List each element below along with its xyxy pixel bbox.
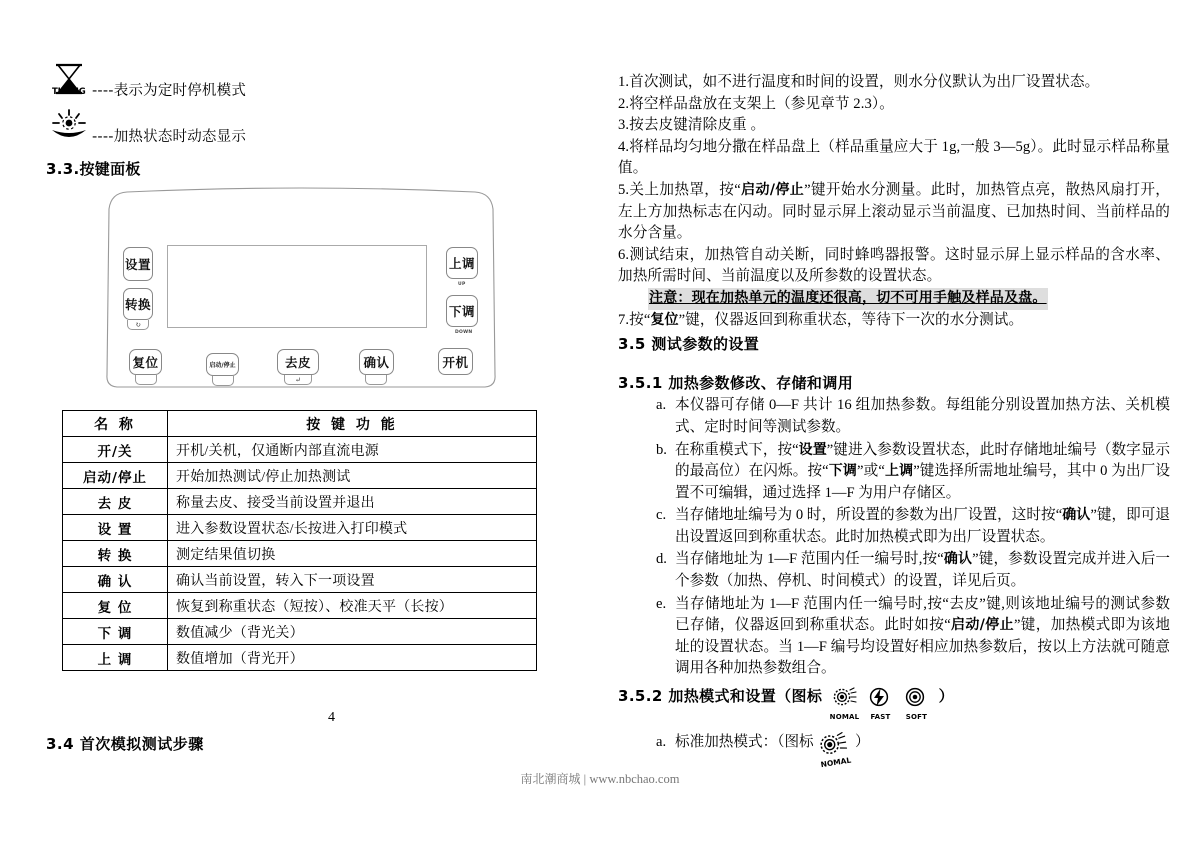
panel-button-settings[interactable]: 设置 <box>123 247 153 281</box>
legend-row-timing <box>46 62 566 102</box>
panel-display-screen <box>167 245 427 328</box>
table-cell-key: 复 位 <box>63 593 168 619</box>
panel-button-tare[interactable]: 去皮 <box>277 349 319 375</box>
panel-button-reset[interactable]: 复位 <box>129 349 162 375</box>
list-marker: d. <box>656 551 667 568</box>
list-marker: a. <box>656 734 667 751</box>
warning-note: 注意：现在加热单元的温度还很高，切不可用手触及样品及盘。 <box>648 288 1048 310</box>
step-7: 7.按“复位”键，仪器返回到称重状态，等待下一次的水分测试。 <box>618 311 1024 328</box>
table-row <box>63 489 537 515</box>
spacer <box>618 356 1170 370</box>
hourglass-icon-label: TIMING <box>52 87 86 97</box>
step-4: 4.将样品均匀地分撒在样品盘上（样品重量应大于 1g,一般 3—5g）。此时显示样品称量值。 <box>618 138 1170 177</box>
warning-line <box>618 288 1170 310</box>
table-cell-value: 称量去皮、接受当前设置并退出 <box>168 489 537 515</box>
table-cell-value: 数值减少（背光关） <box>168 619 537 645</box>
table-cell-value: 恢复到称重状态（短按）、校准天平（长按） <box>168 593 537 619</box>
table-row <box>63 515 537 541</box>
table-cell-key: 开/关 <box>63 437 168 463</box>
panel-button-start-stop-tab <box>212 376 234 386</box>
table-header-function: 按 键 功 能 <box>168 411 537 437</box>
table-row <box>63 645 537 671</box>
table-cell-key: 设 置 <box>63 515 168 541</box>
table-cell-value: 进入参数设置状态/长按进入打印模式 <box>168 515 537 541</box>
list-item <box>618 732 1170 770</box>
table-cell-key: 确 认 <box>63 567 168 593</box>
panel-button-down[interactable]: 下调 <box>446 295 478 327</box>
step-1: 1.首次测试，如不进行温度和时间的设置，则水分仪默认为出厂设置状态。 <box>618 74 1100 90</box>
section-3-3-heading: 3.3.按键面板 <box>46 160 141 178</box>
table-cell-value: 测定结果值切换 <box>168 541 537 567</box>
panel-button-power[interactable]: 开机 <box>438 348 473 375</box>
key-function-table <box>62 410 537 671</box>
list-marker: a. <box>656 397 667 414</box>
footer-separator: | <box>583 772 587 786</box>
table-row <box>63 541 537 567</box>
section-3-5-2-heading-close: ） <box>938 687 954 706</box>
list-item <box>618 549 1170 592</box>
legend-row-heating <box>46 108 566 148</box>
list-marker: c. <box>656 507 667 524</box>
list-item <box>618 440 1170 505</box>
table-cell-value: 开始加热测试/停止加热测试 <box>168 463 537 489</box>
table-cell-key: 下 调 <box>63 619 168 645</box>
table-row <box>63 593 537 619</box>
heating-mode-icon-group <box>829 687 930 722</box>
table-row <box>63 437 537 463</box>
footer-brand: 南北潮商城 <box>520 772 581 786</box>
step-6: 6.测试结束，加热管自动关断，同时蜂鸣器报警。这时显示屏上显示样品的含水率、加热所需时间、当前温度以及所参数的设置状态。 <box>618 246 1170 285</box>
panel-button-confirm-tab <box>365 375 387 385</box>
table-cell-key: 去 皮 <box>63 489 168 515</box>
soft-heating-icon <box>903 687 930 722</box>
table-row <box>63 567 537 593</box>
list-item <box>618 594 1170 680</box>
step-2: 2.将空样品盘放在支架上（参见章节 2.3）。 <box>618 95 894 112</box>
table-header-name: 名 称 <box>63 411 168 437</box>
table-row <box>63 463 537 489</box>
step-5: 5.关上加热罩，按“启动/停止”键开始水分测量。此时，加热管点亮，散热风扇打开，左上方加热标志在闪动。同时显示屏上滚动显示当前温度、已加热时间、当前样品的水分含量。 <box>618 181 1170 242</box>
list-marker: e. <box>656 595 667 612</box>
step-3: 3.按去皮键清除皮重 。 <box>618 117 766 134</box>
panel-button-reset-tab <box>135 375 157 385</box>
table-cell-value: 数值增加（背光开） <box>168 645 537 671</box>
panel-button-switch-tab[interactable]: ↻ <box>127 320 149 330</box>
section-3-5-1-heading: 3.5.1 加热参数修改、存储和调用 <box>618 373 854 392</box>
panel-button-up-sublabel: UP <box>458 282 466 287</box>
panel-button-up[interactable]: 上调 <box>446 247 478 279</box>
panel-button-down-sublabel: DOWN <box>455 330 473 335</box>
page-footer <box>0 770 1200 787</box>
panel-button-start-stop[interactable]: 启动/停止 <box>206 353 239 376</box>
list-item <box>618 395 1170 438</box>
table-cell-value: 开机/关机，仅通断内部直流电源 <box>168 437 537 463</box>
list-text: 当存储地址为 1—F 范围内任一编号时,按“确认”键，参数设置完成并进入后一个参数（加热、停机、时间模式）的设置，详见后页。 <box>675 551 1171 590</box>
panel-button-confirm[interactable]: 确认 <box>359 349 394 375</box>
list-text: 当存储地址为 1—F 范围内任一编号时,按“去皮”键,则该地址编号的测试参数已存储，仪器返回到称重状态。此时如按“启动/停止”键，加热模式即为该地址的设置状态。当 1—F 编号均设置好相应加热参数后，按以上方法就可随意调用各种加热参数组合。 <box>675 595 1170 677</box>
footer-url: www.nbchao.com <box>589 772 680 786</box>
nomal-heating-icon-caption: NOMAL <box>829 713 860 722</box>
panel-button-tare-tab[interactable]: ↵ <box>284 375 312 385</box>
legend-heating-text: ----加热状态时动态显示 <box>92 129 247 145</box>
list-text: 在称重模式下，按“设置”键进入参数设置状态，此时存储地址编号（数字显示的最高位）在闪烁。按“下调”或“上调”键选择所需地址编号，其中 0 为出厂设置不可编辑，通过选择 1—F 为用户存储区。 <box>675 441 1171 501</box>
list-text: 当存储地址编号为 0 时，所设置的参数为出厂设置，这时按“确认”键，即可退出设置返回到称重状态。此时加热模式即为出厂设置状态。 <box>675 507 1170 545</box>
table-header-row <box>63 411 537 437</box>
section-3-5-heading: 3.5 测试参数的设置 <box>618 335 760 354</box>
left-column <box>46 62 566 671</box>
control-panel-diagram <box>101 187 501 392</box>
page-number: 4 <box>328 710 335 725</box>
section-3-5-2-heading: 3.5.2 加热模式和设置（图标 NOMAL FAST SOFT ） <box>618 686 1170 714</box>
nomal-heating-icon-large-caption: NOMAL <box>820 755 853 770</box>
soft-heating-icon-caption: SOFT <box>905 713 928 722</box>
table-cell-key: 上 调 <box>63 645 168 671</box>
section-3-4-heading: 3.4 首次模拟测试步骤 <box>46 735 204 753</box>
hourglass-icon <box>46 62 92 102</box>
table-cell-value: 确认当前设置，转入下一项设置 <box>168 567 537 593</box>
list-text: 本仪器可存储 0—F 共计 16 组加热参数。每组能分别设置加热方法、关机模式、定时时间等测试参数。 <box>675 397 1170 435</box>
fast-heating-icon <box>867 687 894 722</box>
table-cell-key: 转 换 <box>63 541 168 567</box>
list-marker: b. <box>656 441 667 458</box>
panel-button-switch[interactable]: 转换 <box>123 288 153 320</box>
right-column <box>618 72 1171 770</box>
fast-heating-icon-caption: FAST <box>870 713 891 722</box>
table-row <box>63 619 537 645</box>
heating-dynamic-icon <box>46 108 92 148</box>
list-text: 标准加热模式：（图标 NOMAL ） <box>675 732 1170 760</box>
list-item <box>618 505 1170 548</box>
table-cell-key: 启动/停止 <box>63 463 168 489</box>
nomal-heating-icon-large <box>815 730 853 770</box>
legend-timing-text: ----表示为定时停机模式 <box>92 83 247 99</box>
nomal-heating-icon <box>829 687 860 722</box>
